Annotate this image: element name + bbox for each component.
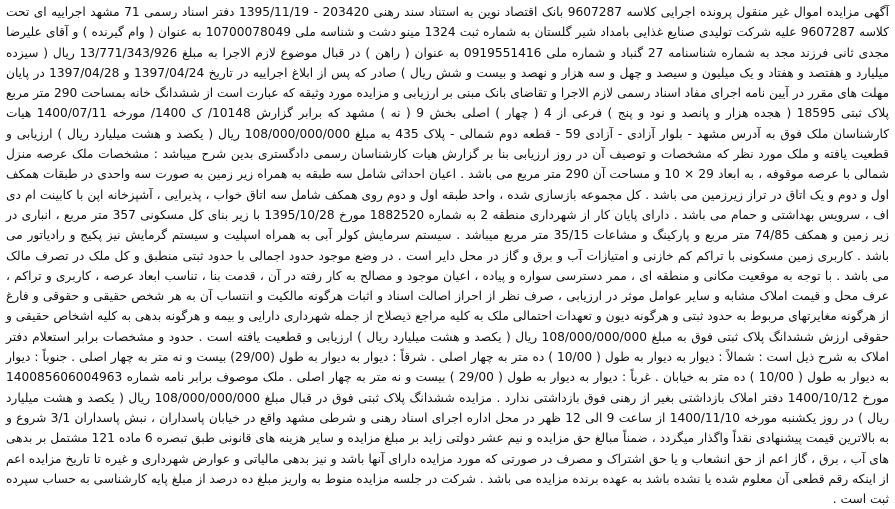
auction-notice-text: آگهی مزایده اموال غیر منقول پرونده اجرایی کلاسه 9607287 بانک اقتصاد نوین به استناد سند رهنی 203420 - 1395/11/19 دفتر اسناد رسمی 71 مشهد اجراییه ای تحت کلاسه 9607287 علیه شرکت تولیدی صنایع غذایی بامداد شیر گلستان به شماره ثبت 1324 مینو دشت و شناسه ملی 10700078049 به عنوان ( وام گیرنده ) و آقای علیرضا مجدی ثانی فرزند مجد به شماره شناسنامه 27 گنباد و شماره ملی 0919551416 به عنوان ( راهن ) در قبال موضوع لازم الاجرا به مبلغ 13/771/343/926 ریال ( سیزده میلیارد و هفتصد و هفتاد و یک میلیون و سیصد و چهل و سه هزار و نهصد و بیست و شش ریال ) صادر که پس از ابلاغ اجراییه در تاریخ 1397/04/24 و 1397/04/28 در پایان مهلت های مقرر در آیین نامه اجرای مفاد اسناد رسمی لازم الاجرا و تقاضای بانک مبنی بر ارزیابی و مزایده مورد وثیقه که عبارت است از ششدانگ خانه بمساحت 290 متر مربع پلاک ثبتی 18595 ( هجده هزار و پانصد و نود و پنج ) فرعی از 4 ( چهار ) اصلی بخش 9 ( نه ) مشهد که برابر گزارش 10148/ ک 1400/ مورخه 1400/07/11 هیات کارشناسان ملک فوق به آدرس مشهد - بلوار آزادی - آزادی 59 - قطعه دوم شمالی - پلاک 435 به مبلغ 108/000/000/000 ریال ( یکصد و هشت میلیارد ریال ) ارزیابی و قطعیت یافته و ملک مورد نظر که مشخصات و توصیف آن در روز ارزیابی بنا بر گزارش هیات کارشناسان رسمی دادگستری بدین شرح میباشد : مشخصات ملک عرصه منزل شمالی با عرصه موقوفه ، به ابعاد 29 × 10 و مساحت آن 290 متر مربع می باشد . اعیان احداثی شامل سه طبقه به همراه زیر زمین به صورت سه واحدی در طبقات همکف اول و دوم و یک اتاق در تراز زیرزمین می باشد . کل مجموعه بازسازی شده ، واحد طبقه اول و دوم روی همکف شامل سه اتاق خواب ، پذیرایی ، آشپزخانه اپن با کابینت ام دی اف ، سرویس بهداشتی و حمام می باشد . دارای پایان کار از شهرداری منطقه 2 به شماره 1882520 مورخ 1395/10/28 با زیر بنای کل مسکونی 357 متر مربع ، انباری در زیر زمین و همکف 74/85 متر مربع و پارکینگ و مشاعات 35/15 متر مربع میباشد . سیستم سرمایش کولر آبی به همراه اسپلیت و سیستم گرمایش نیز پکیج و رادیاتور می باشد . کاربری زمین مسکونی با تراکم کم خازنی و امتیازات آب و برق و گاز در محل دایر است . در وضع موجود حدود اجمالی با حدود ثبتی منطبق و کل ملک در تصرف مالک می باشد . با توجه به موقعیت مکانی و منطقه ای ، ممر دسترسی سواره و پیاده ، اعیان موجود و مصالح به کار رفته در آن ، قدمت بنا ، تناسب ابعاد عرصه ، کاربری و تراکم ، عرف محل و قیمت املاک مشابه و سایر عوامل موثر در ارزیابی ، صرف نظر از احراز اصالت اسناد و اثبات هرگونه مالکیت و انتساب آن به هر شخص حقیقی و حقوقی و فارغ از هرگونه مغایرتهای مربوط به حدود ثبتی و هرگونه دیون و تعهدات احتمالی ملک به کلیه مراجع ذیصلاح از جمله شهرداری دارایی و بیمه و هرگونه بدهی به کلیه اشخاص حقیقی و حقوقی ارزش ششدانگ پلاک ثبتی فوق به مبلغ 108/000/000/000 ریال ( یکصد و هشت میلیارد ریال ) ارزیابی و قطعیت یافته است . حدود و مشخصات برابر استعلام دفتر املاک به شرح ذیل است : شمالاً : دیوار به دیوار به طول ( 10/00 ) ده متر به چهار اصلی . شرقاً : دیوار به دیوار به طول (29/00) بیست و نه متر به چهار اصلی . جنوباً : دیوار به دیوار به طول ( 10/00 ) ده متر به خیابان . غرباً : دیوار به دیوار به طول ( 29/00 ) بیست و نه متر به چهار اصلی . ملک موصوف برابر نامه شماره 140085606004963 مورخ 1400/10/12 دفتر املاک بازداشتی بغیر از رهنی فوق بازداشتی ندارد . مزایده ششدانگ پلاک ثبتی فوق در قبال مبلغ 108/000/000/000 ریال ( یکصد و هشت میلیارد ریال ) در روز یکشنبه مورخه 1400/11/10 از ساعت 9 الی 12 ظهر در محل اداره اجرای اسناد رهنی و شرطی مشهد واقع در خیابان پاسداران ، نبش پاسداران 3/1 شروع و به بالاترین قیمت پیشنهادی نقداً واگذار میگردد ، ضمناً مبالغ حق مزایده و نیم عشر دولتی زاید بر مبلغ مزایده و سایر هزینه های قانونی طبق تبصره 6 ماده 121 مشتمل بر بدهی های آب ، برق ، گاز اعم از حق انشعاب و یا حق اشتراک و مصرف در صورتی که مورد مزایده دارای آنها باشد و نیز بدهی مالیاتی و عوارض شهرداری و غیره تا تاریخ مزایده اعم از اینکه رقم قطعی آن معلوم شده یا نشده باشد به عهده برنده مزایده می باشد . شرکت در جلسه مزایده منوط به واریز مبلغ ده درصد از مبلغ پایه کارشناسی به حساب سپرده ثبت است . [6,5,890,507]
